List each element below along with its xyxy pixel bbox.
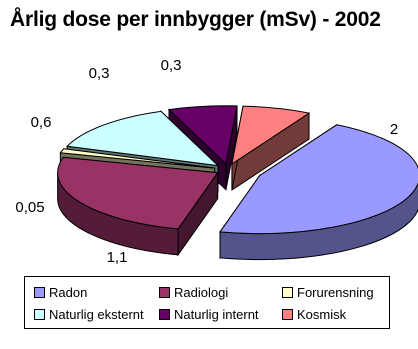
data-label-radon: 2 [389, 121, 399, 138]
legend-label: Radon [49, 284, 88, 300]
legend-item-naturlig-internt [159, 305, 259, 323]
legend-label: Radiologi [174, 284, 229, 300]
legend-swatch [159, 309, 170, 320]
data-label-forurensning: 0,05 [15, 199, 45, 216]
legend-item-radon [34, 283, 87, 301]
data-label-naturlig-internt: 0,3 [88, 65, 110, 82]
legend-item-radiologi [159, 283, 228, 301]
legend-label: Kosmisk [297, 306, 347, 322]
legend-item-forurensning [282, 283, 374, 301]
data-label-naturlig-eksternt: 0,6 [30, 114, 52, 131]
legend-swatch [34, 287, 45, 298]
data-label-radiologi: 1,1 [106, 249, 128, 266]
data-label-kosmisk: 0,3 [160, 57, 182, 74]
legend-label: Naturlig internt [174, 306, 259, 322]
chart-title: Årlig dose per innbygger (mSv) - 2002 [10, 8, 381, 31]
legend-label: Naturlig eksternt [49, 306, 144, 322]
legend-swatch [282, 287, 293, 298]
legend-item-naturlig-eksternt [34, 305, 144, 323]
legend-swatch [282, 309, 293, 320]
legend-swatch [159, 287, 170, 298]
legend-item-kosmisk [282, 305, 346, 323]
legend-swatch [34, 309, 45, 320]
legend-label: Forurensning [297, 284, 374, 300]
legend [24, 276, 390, 329]
